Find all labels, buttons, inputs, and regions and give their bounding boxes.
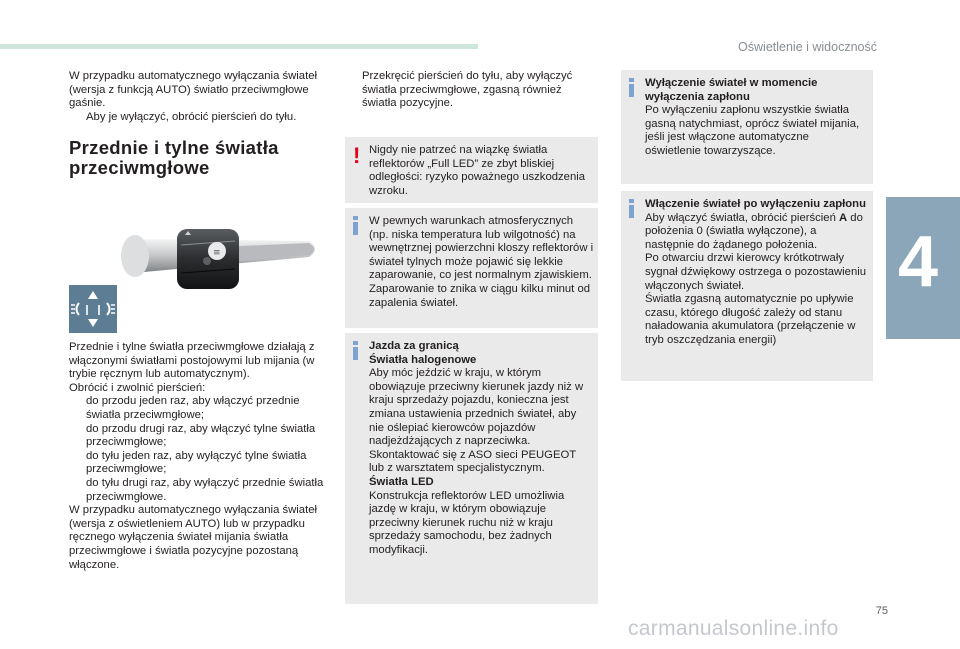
list-item — [345, 70, 598, 111]
page-heading: Przednie i tylne światła przeciwmgłowe — [69, 137, 279, 178]
auto-off-timer-text: Światła zgasną automatycznie po upływie czasu, którego długość zależy od stanu naładowania akumulatora (przełączenie w tryb oszczędzania energii) — [645, 293, 856, 346]
list-item-text: do tyłu jeden raz, aby wyłączyć tylne światła przeciwmgłowe; — [86, 449, 307, 476]
list-item-text: do przodu jeden raz, aby włączyć przednie światła przeciwmgłowe; — [86, 395, 300, 421]
warning-icon: ! — [353, 143, 361, 168]
chapter-number: 4 — [898, 222, 939, 302]
lights-after-ignition-title: Włączenie świateł po wyłączeniu zapłonu — [645, 198, 866, 210]
halogen-text: Aby móc jeździć w kraju, w którym obowiązuje przeciwny kierunek jazdy niż w kraju sprzedaży pojazdu, konieczna jest zmiana ustawienia przednich świateł, aby nie oślepiać kierowców pojazdów nadjeżdżających z naprzeciwka. Skontaktować się z ASO sieci PEUGEOT lub z warsztatem specjalistycznym. — [369, 367, 584, 475]
watermark-text: carmanualsonline.info — [628, 617, 839, 640]
lights-after-ignition-text — [645, 198, 867, 348]
door-warning-text: Po otwarciu drzwi kierowcy krótkotrwały sygnał dźwiękowy ostrzega o pozostawieniu włączonych świateł. — [645, 252, 867, 292]
info-icon — [629, 199, 634, 218]
info-panel-condensation — [345, 208, 598, 328]
warning-panel — [345, 137, 598, 203]
list-item — [69, 423, 331, 450]
fog-light-symbol-box — [69, 285, 117, 333]
svg-text:≡: ≡ — [213, 248, 221, 258]
section-title: Oświetlenie i widoczność — [738, 40, 877, 54]
list-item — [69, 395, 331, 422]
info-icon — [353, 216, 358, 235]
info-icon — [629, 78, 634, 97]
list-item — [69, 450, 331, 477]
intro-paragraph: W przypadku automatycznego wyłączania świateł (wersja z funkcją AUTO) światło przeciwmgłowe gaśnie. — [69, 70, 318, 110]
list-item-text: Przekręcić pierścień do tyłu, aby wyłączyć światła przeciwmgłowe, zgasną również światła pozycyjne. — [362, 70, 573, 110]
ignition-off-title: Wyłączenie świateł w momencie wyłączenia zapłonu — [645, 77, 818, 103]
ring-label-a: A — [839, 211, 848, 224]
instruction-lead: Obrócić i zwolnić pierścień: — [69, 381, 206, 394]
column-1-body — [69, 341, 331, 572]
list-item-text: do przodu drugi raz, aby włączyć tylne światła przeciwmgłowe; — [86, 422, 316, 449]
abroad-text — [369, 340, 594, 558]
fog-light-description: Przednie i tylne światła przeciwmgłowe działają z włączonymi światłami postojowymi lub mijania (w trybie ręcznym lub automatycznym). — [69, 341, 315, 381]
info-panel-abroad — [345, 333, 598, 604]
lights-after-ignition-instruction: Aby włączyć światła, obrócić pierścień A do położenia 0 (światła wyłączone), a następnie do żądanego położenia. — [645, 211, 863, 251]
header-accent-bar — [0, 44, 478, 49]
page-number: 75 — [875, 605, 888, 617]
led-subtitle: Światła LED — [369, 475, 434, 488]
ignition-off-description: Po wyłączeniu zapłonu wszystkie światła gasną natychmiast, oprócz świateł mijania, jeśli jest włączone automatyczne oświetlenie towarzyszące. — [645, 104, 860, 157]
info-icon — [353, 341, 358, 360]
info-panel-lights-after-ignition — [621, 191, 873, 381]
ignition-off-text — [645, 77, 867, 159]
auto-off-paragraph: W przypadku automatycznego wyłączania świateł (wersja z oświetleniem AUTO) lub w przypadku ręcznego wyłączenia świateł mijania światła przeciwmgłowe i światła pozycyjne pozostaną włączone. — [69, 504, 318, 571]
condensation-text: W pewnych warunkach atmosferycznych (np. niska temperatura lub wilgotność) na wewnętrznej powierzchni kloszy reflektorów i świateł tylnych może pojawić się lekkie zaparowanie, co jest normalnym zjawiskiem. Zaparowanie to znika w ciągu kilku minut od zapalenia świateł. — [369, 215, 594, 309]
list-item-text: do tyłu drugi raz, aby wyłączyć przednie światła przeciwmgłowe. — [86, 476, 324, 503]
warning-text: Nigdy nie patrzeć na wiązkę światła reflektorów „Full LED” ze zbyt bliskiej odległości: ryzyko poważnego uszkodzenia wzroku. — [369, 144, 586, 197]
info-panel-ignition-off — [621, 70, 873, 184]
intro-bullet-text: Aby je wyłączyć, obrócić pierścień do tyłu. — [86, 110, 297, 123]
column-1-intro — [69, 70, 331, 124]
column-2-bullet — [345, 70, 598, 111]
list-item — [69, 477, 331, 504]
halogen-subtitle: Światła halogenowe — [369, 353, 477, 366]
fog-light-icon — [69, 285, 117, 333]
led-text: Konstrukcja reflektorów LED umożliwia jazdę w kraju, w którym obowiązuje przeciwny kierunek ruchu niż w kraju sprzedaży samochodu, bez żadnych modyfikacji. — [369, 489, 565, 556]
abroad-title: Jazda za granicą — [369, 340, 459, 352]
intro-bullet — [69, 111, 331, 125]
